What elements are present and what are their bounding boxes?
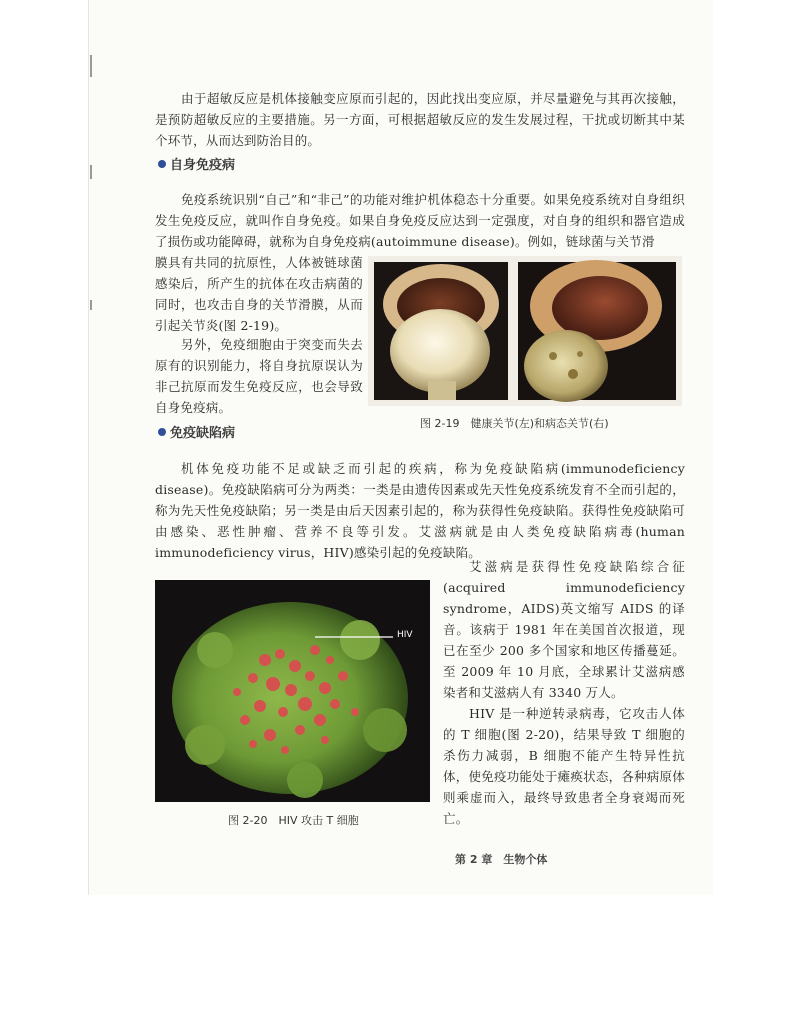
hiv-label: HIV <box>397 630 413 640</box>
page-footer: 第 2 章 生物个体 <box>455 853 548 866</box>
joints-photo <box>368 256 682 406</box>
figure-2-19-caption: 图 2-19 健康关节(左)和病态关节(右) <box>420 417 609 430</box>
autoimmune-paragraph: 免疫系统识别“自己”和“非己”的功能对维护机体稳态十分重要。如果免疫系统对自身组织发生免疫反应，就叫作自身免疫。如果自身免疫反应达到一定强度，对自身的组织和器官造成了损伤或功能障碍，就称为自身免疫病(autoimmune disease)。例如，链球菌与关节滑 <box>155 192 685 249</box>
bullet-icon <box>158 160 166 168</box>
scan-edge-mark <box>90 165 92 179</box>
autoimmune-paragraph-2: 另外，免疫细胞由于突变而失去原有的识别能力，将自身抗原误认为非己抗原而发生免疫反应，也会导致自身免疫病。 <box>155 337 363 415</box>
heading-text: 自身免疫病 <box>170 158 236 173</box>
section-heading-immunodeficiency <box>158 425 235 443</box>
hiv-paragraph: HIV 是一种逆转录病毒，它攻击人体的 T 细胞(图 2-20)，结果导致 T 细胞的杀伤力减弱，B 细胞不能产生特异性抗体，使免疫功能处于瘫痪状态，各种病原体则乘虚而入，最终导致患者全身衰竭而死亡。 <box>443 706 685 826</box>
section-heading-autoimmune <box>158 157 235 175</box>
scan-edge-mark <box>90 55 92 77</box>
immunodeficiency-paragraph: 机体免疫功能不足或缺乏而引起的疾病，称为免疫缺陷病(immunodeficiency disease)。免疫缺陷病可分为两类：一类是由遗传因素或先天性免疫系统发育不全而引起的，称为先天性免疫缺陷；另一类是由后天因素引起的，称为获得性免疫缺陷。获得性免疫缺陷可由感染、恶性肿瘤、营养不良等引发。艾滋病就是由人类免疫缺陷病毒(human immunodeficiency virus，HIV)感染引起的免疫缺陷。 <box>155 461 685 560</box>
bullet-icon <box>158 428 166 436</box>
scan-edge-mark <box>90 300 92 310</box>
healthy-bone-shaft <box>428 381 456 400</box>
aids-paragraph: 艾滋病是获得性免疫缺陷综合征(acquired immunodeficiency syndrome，AIDS)英文缩写 AIDS 的译音。该病于 1981 年在美国首次报道，现已在至少 200 多个国家和地区传播蔓延。至 2009 年 10 月底，全球累计艾滋病感染者和艾滋病人有 3340 万人。 <box>443 559 685 700</box>
hiv-photo <box>155 580 430 802</box>
figure-2-20-caption: 图 2-20 HIV 攻击 T 细胞 <box>228 814 359 827</box>
healthy-bone-head <box>390 309 490 393</box>
diseased-bone-head <box>524 330 608 402</box>
heading-text: 免疫缺陷病 <box>170 426 236 441</box>
figure-hiv-tcell <box>155 580 430 802</box>
intro-paragraph: 由于超敏反应是机体接触变应原而引起的，因此找出变应原，并尽量避免与其再次接触，是预防超敏反应的主要措施。另一方面，可根据超敏反应的发生发展过程，干扰或切断其中某个环节，从而达到防治目的。 <box>155 91 685 148</box>
autoimmune-paragraph-continued: 膜具有共同的抗原性，人体被链球菌感染后，所产生的抗体在攻击病菌的同时，也攻击自身的关节滑膜，从而引起关节炎(图 2-19)。 <box>155 255 363 333</box>
figure-joints <box>368 256 682 406</box>
